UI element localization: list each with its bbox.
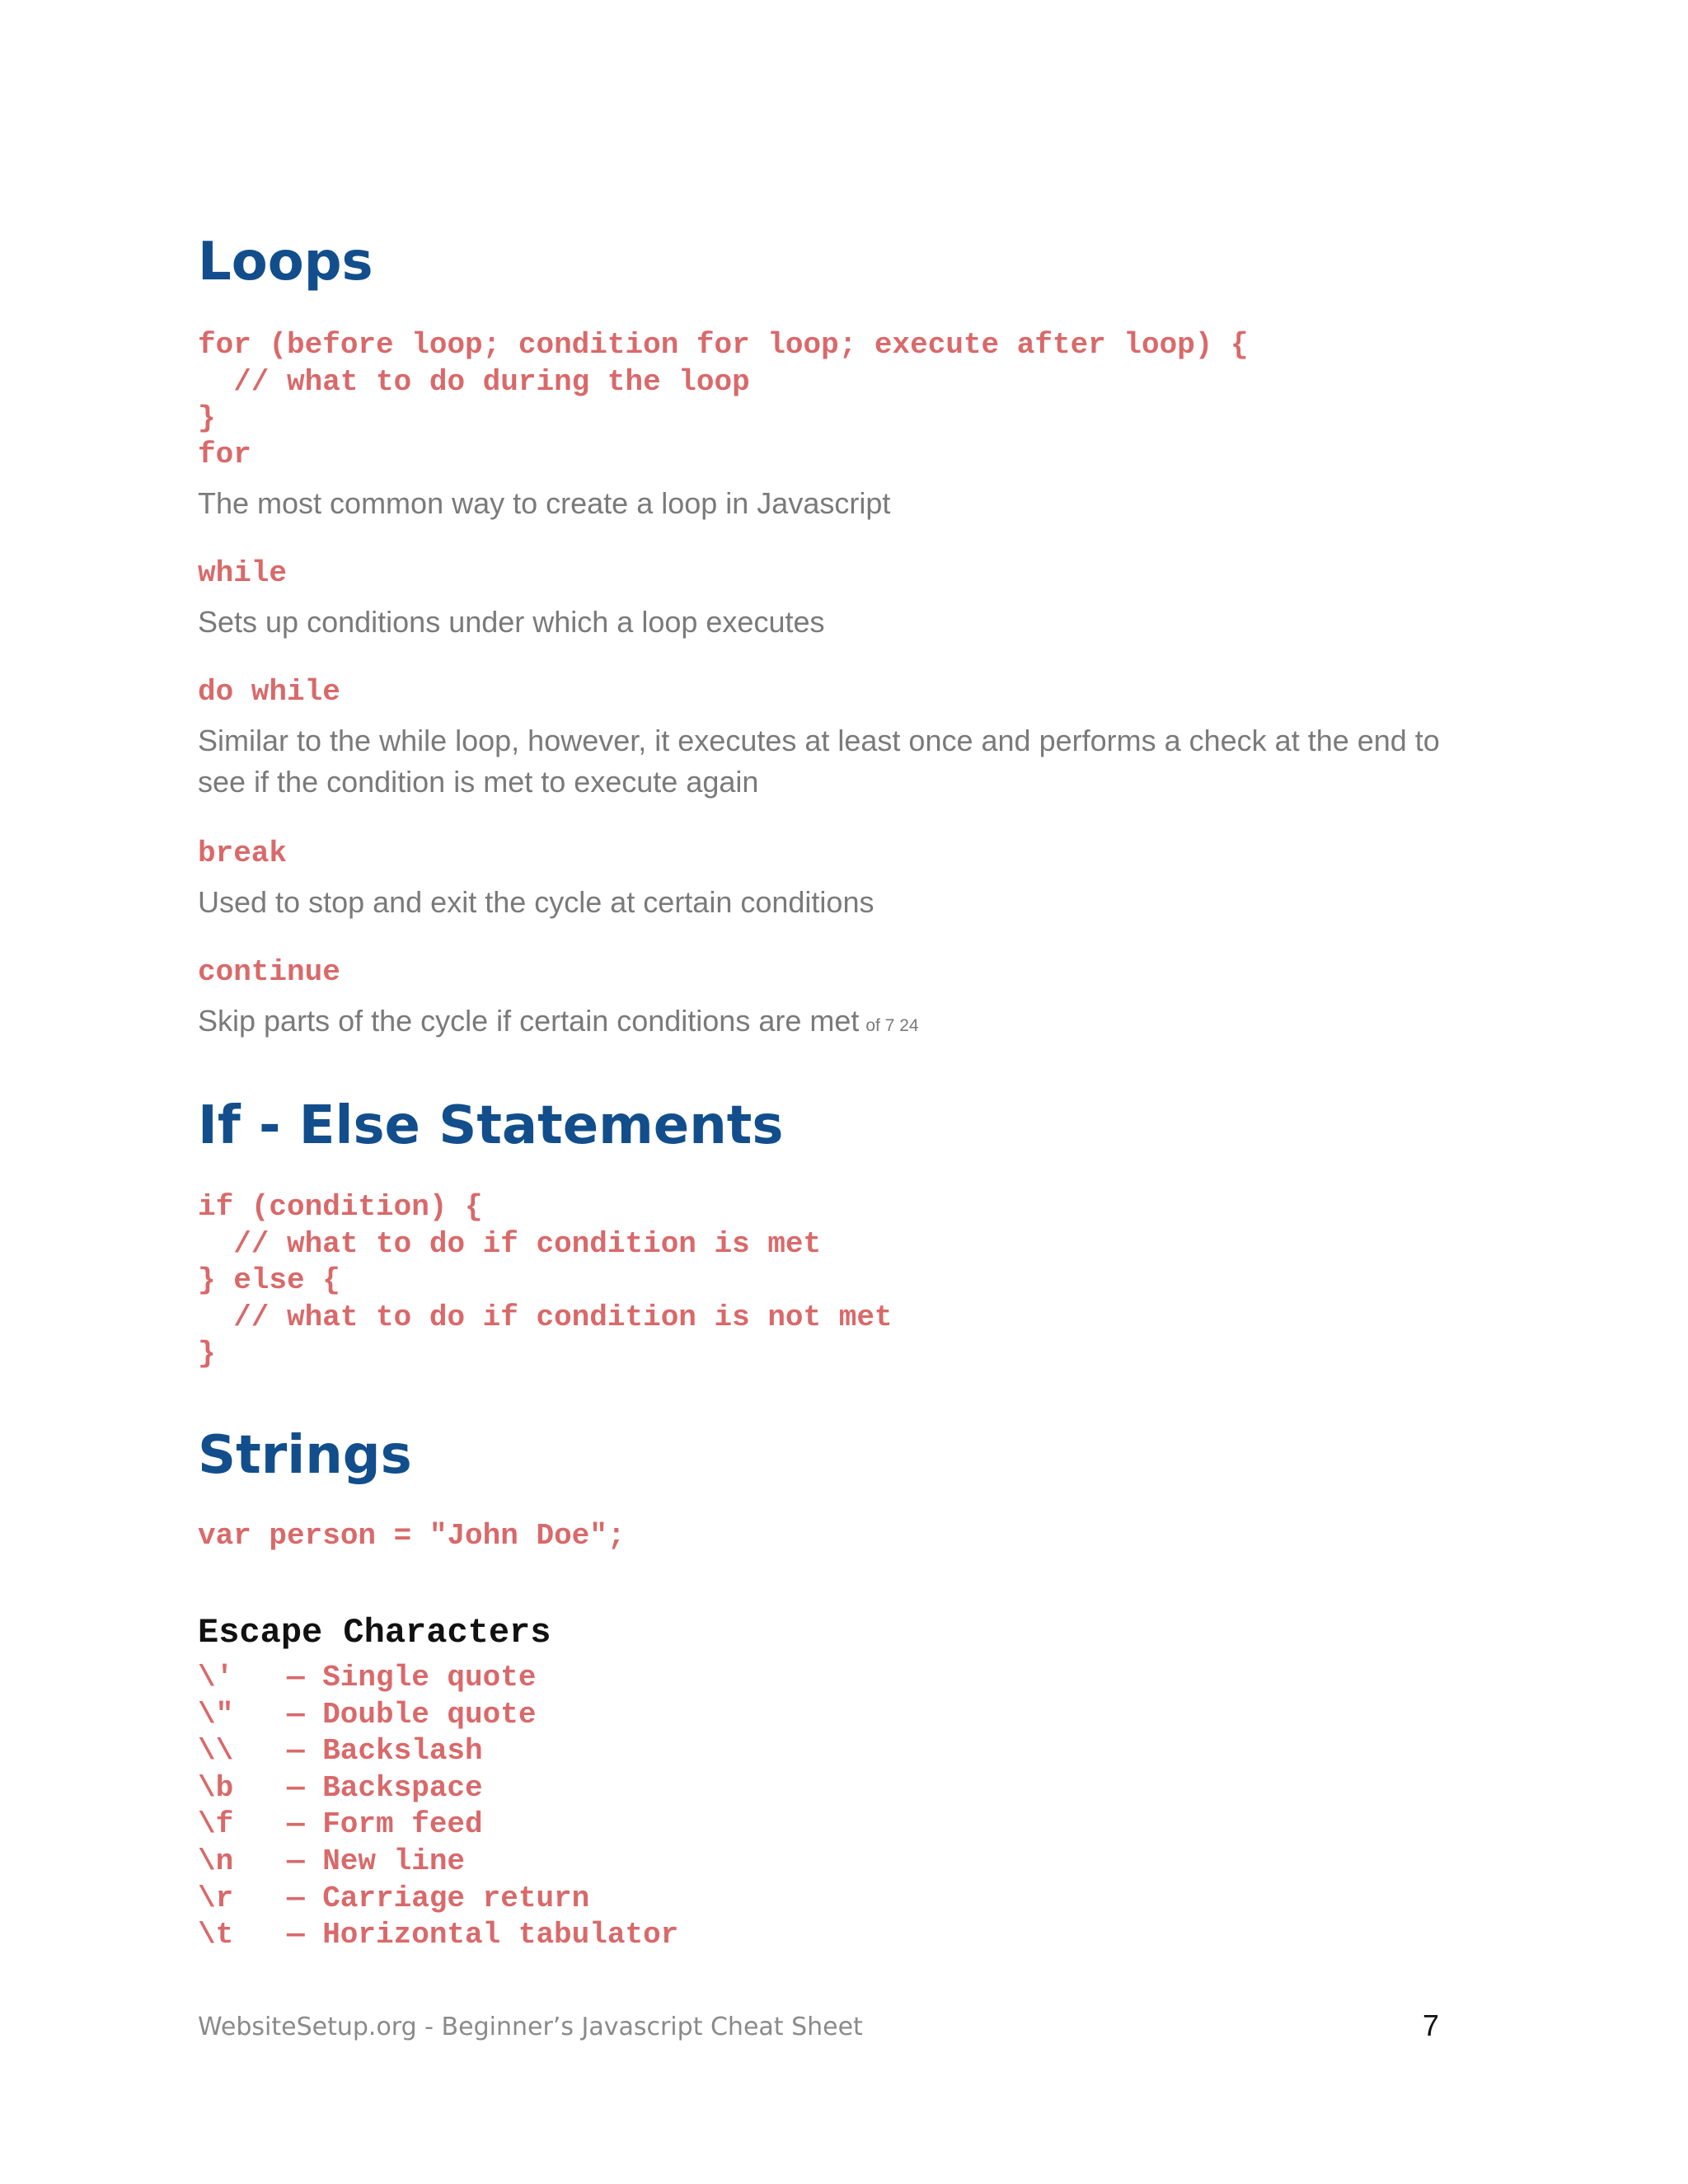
escape-characters-heading: Escape Characters <box>198 1613 551 1652</box>
loop-keyword-do-while: do while <box>198 675 340 709</box>
loop-description-continue <box>198 1001 1467 1047</box>
string-declaration-code: var person = "John Doe"; <box>198 1519 626 1553</box>
escape-row <box>198 1660 678 1697</box>
loop-keyword-for: for <box>198 438 251 471</box>
escape-description: — Double quote <box>287 1697 537 1732</box>
loop-description-for: The most common way to create a loop in Javascript <box>198 486 891 520</box>
escape-row <box>198 1697 678 1734</box>
escape-characters-list <box>198 1660 678 1954</box>
loop-description-do-while: Similar to the while loop, however, it executes at least once and performs a check at the end to see if the condition is met to execute again <box>198 724 1440 799</box>
if-else-code: if (condition) { // what to do if condition is met } else { // what to do if condition is not met } <box>198 1190 893 1371</box>
escape-code: \' <box>198 1661 234 1694</box>
escape-description: — Horizontal tabulator <box>287 1918 679 1952</box>
loop-description-break: Used to stop and exit the cycle at certain conditions <box>198 885 874 919</box>
strings-title: Strings <box>198 1425 412 1486</box>
escape-description: — Single quote <box>287 1661 537 1694</box>
loops-title: Loops <box>198 232 373 293</box>
for-loop-code: for (before loop; condition for loop; execute after loop) { // what to do during the loop } <box>198 328 1249 436</box>
escape-row <box>198 1807 678 1844</box>
escape-row <box>198 1881 678 1918</box>
escape-code: \t <box>198 1918 234 1952</box>
continue-description-text: Skip parts of the cycle if certain conditions are met <box>198 1004 860 1038</box>
escape-row <box>198 1844 678 1881</box>
cheat-sheet-page <box>198 0 1500 2184</box>
loop-keyword-continue: continue <box>198 955 340 989</box>
escape-code: \\ <box>198 1734 234 1769</box>
page-reference: of 7 24 <box>865 1016 919 1035</box>
escape-code: \" <box>198 1697 234 1732</box>
escape-code: \b <box>198 1770 234 1805</box>
page-number: 7 <box>1423 2008 1440 2042</box>
escape-row <box>198 1770 678 1807</box>
escape-code: \f <box>198 1807 234 1842</box>
escape-code: \r <box>198 1881 234 1915</box>
loop-keyword-break: break <box>198 837 288 870</box>
escape-description: — Backspace <box>287 1770 483 1805</box>
loop-description-while: Sets up conditions under which a loop executes <box>198 605 825 639</box>
escape-row <box>198 1733 678 1770</box>
if-else-title: If - Else Statements <box>198 1095 784 1156</box>
escape-description: — Form feed <box>287 1807 483 1842</box>
escape-description: — Carriage return <box>287 1881 590 1915</box>
escape-code: \n <box>198 1844 234 1878</box>
escape-description: — New line <box>287 1844 466 1878</box>
escape-row <box>198 1917 678 1954</box>
footer-text: WebsiteSetup.org - Beginner’s Javascript Cheat Sheet <box>198 2013 863 2041</box>
loop-keyword-while: while <box>198 556 288 590</box>
escape-description: — Backslash <box>287 1734 483 1769</box>
